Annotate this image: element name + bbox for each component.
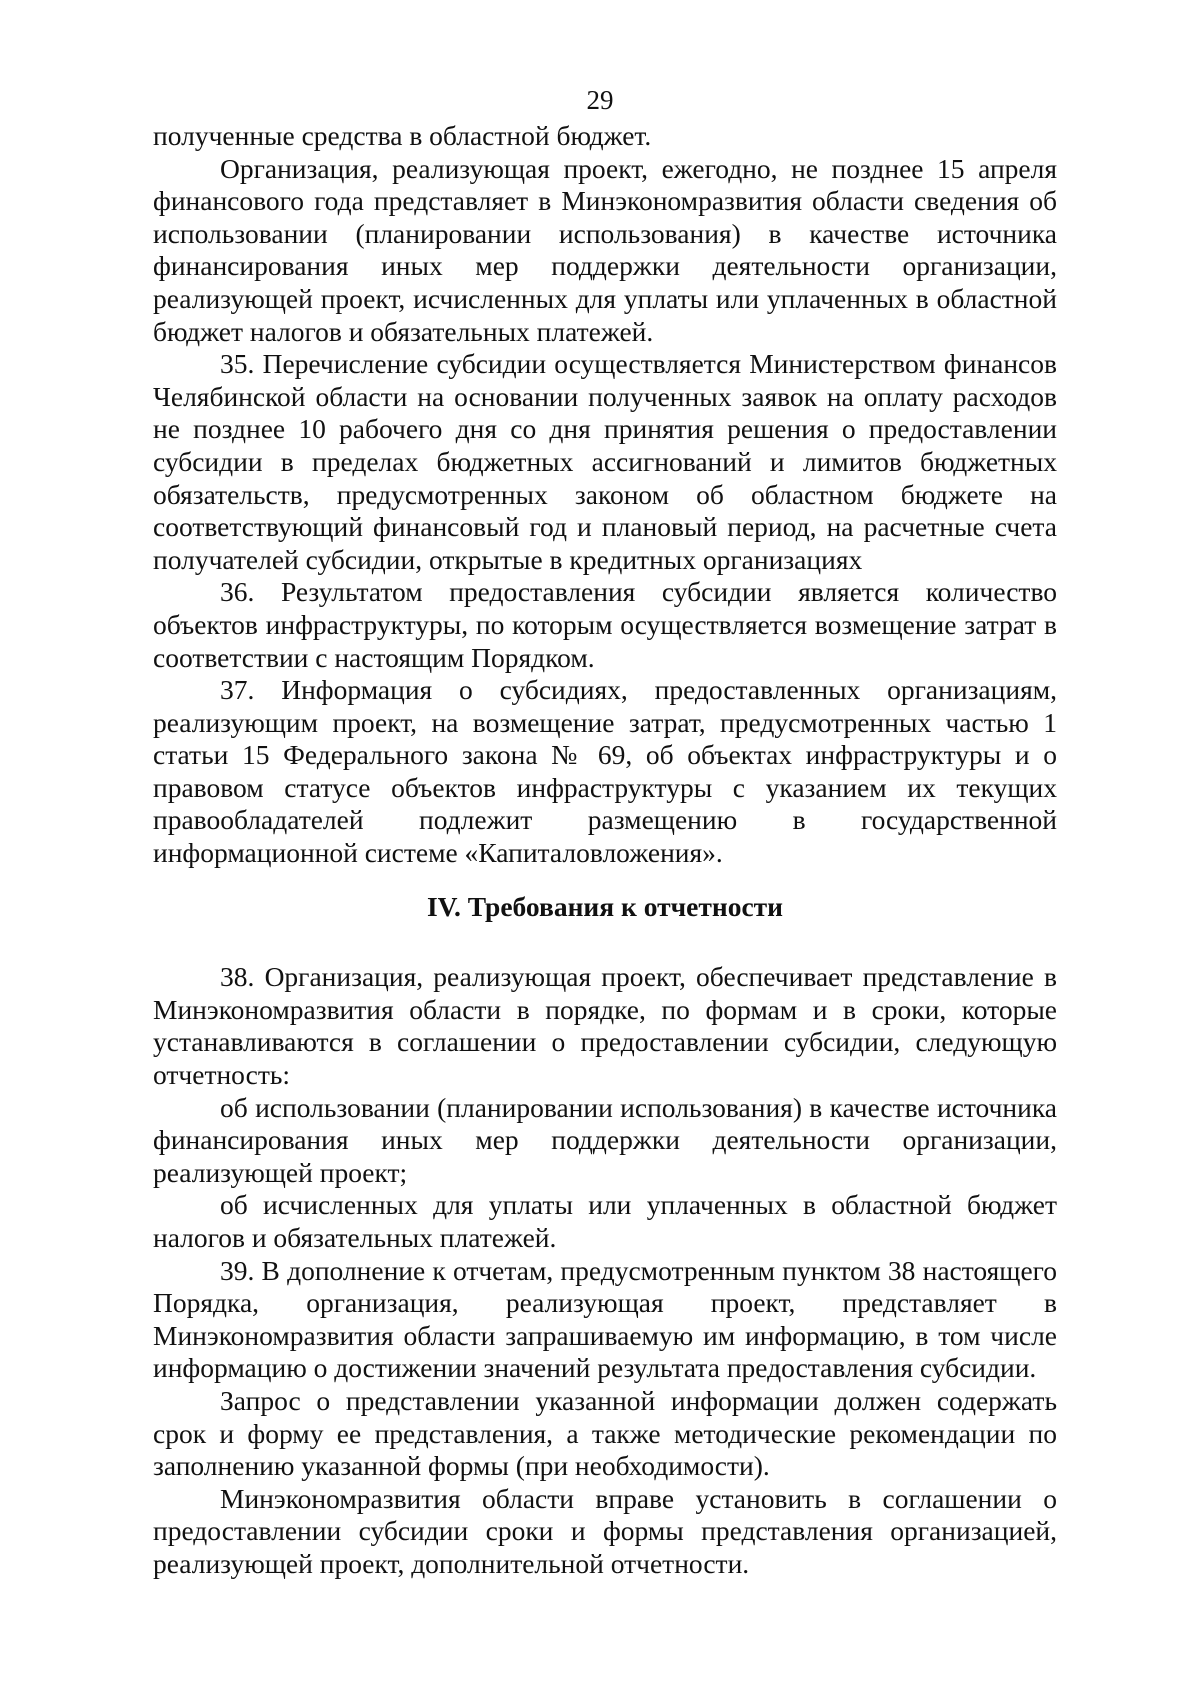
paragraph-additional-reporting: Минэкономразвития области вправе установить в соглашении о предоставлении субсидии сроки и формы представления организацией, реализующей проект, дополнительной отчетности.: [153, 1482, 1057, 1579]
section-heading: IV. Требования к отчетности: [426, 890, 784, 922]
section-reporting: [153, 961, 1057, 1580]
paragraph-request: Запрос о представлении указанной информации должен содержать срок и форму ее представления, а также методические рекомендации по заполнению указанной формы (при необходимости).: [153, 1384, 1057, 1482]
section-intro: [153, 120, 1057, 870]
paragraph-38-item-2: об исчисленных для уплаты или уплаченных в областной бюджет налогов и обязательных платежей.: [153, 1189, 1057, 1253]
paragraph-38-item-1: об использовании (планировании использования) в качестве источника финансирования иных мер поддержки деятельности организации, реализующей проект;: [153, 1091, 1057, 1188]
paragraph-37: 37. Информация о субсидиях, предоставленных организациям, реализующим проект, на возмещение затрат, предусмотренных частью 1 статьи 15 Федерального закона № 69, об объектах инфраструктуры и о правовом статусе объектов инфраструктуры с указанием их текущих правообладателей подлежит размещению в государственной информационной системе «Капиталовложения».: [153, 674, 1057, 869]
page-number: 29: [586, 85, 614, 115]
paragraph-39: 39. В дополнение к отчетам, предусмотренным пунктом 38 настоящего Порядка, организация, реализующая проект, представляет в Минэкономразвития области запрашиваемую им информацию, в том числе информацию о достижении значений результата предоставления субсидии.: [153, 1254, 1057, 1384]
paragraph-reporting-deadline: Организация, реализующая проект, ежегодно, не позднее 15 апреля финансового года представляет в Минэкономразвития области сведения об использовании (планировании использования) в качестве источника финансирования иных мер поддержки деятельности организации, реализующей проект, исчисленных для уплаты или уплаченных в областной бюджет налогов и обязательных платежей.: [153, 152, 1057, 347]
paragraph-continuation: полученные средства в областной бюджет.: [153, 120, 652, 151]
paragraph-38: 38. Организация, реализующая проект, обеспечивает представление в Минэкономразвития области в порядке, по формам и в сроки, которые устанавливаются в соглашении о предоставлении субсидии, следующую отчетность:: [153, 961, 1057, 1091]
paragraph-35: 35. Перечисление субсидии осуществляется Министерством финансов Челябинской области на основании полученных заявок на оплату расходов не позднее 10 рабочего дня со дня принятия решения о предоставлении субсидии в пределах бюджетных ассигнований и лимитов бюджетных обязательств, предусмотренных законом об областном бюджете на соответствующий финансовый год и плановый период, на расчетные счета получателей субсидии, открытые в кредитных организациях: [153, 348, 1057, 575]
paragraph-36: 36. Результатом предоставления субсидии является количество объектов инфраструктуры, по которым осуществляется возмещение затрат в соответствии с настоящим Порядком.: [153, 576, 1057, 673]
document-body: [153, 120, 1057, 1581]
